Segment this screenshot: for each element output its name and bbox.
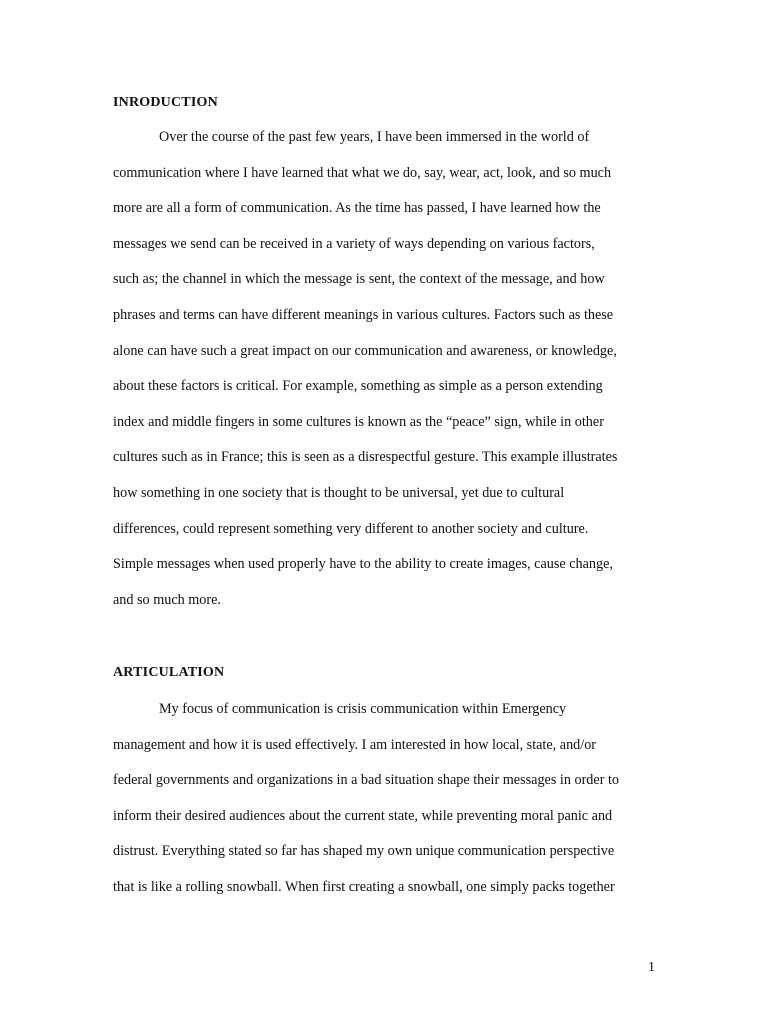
text-line: management and how it is used effectively. I am interested in how local, state, and/or [113, 736, 597, 753]
text-line: distrust. Everything stated so far has shaped my own unique communication perspective [113, 843, 615, 860]
text-line: about these factors is critical. For example, something as simple as a person extending [113, 378, 603, 395]
paragraph-articulation [113, 702, 673, 916]
text-line: how something in one society that is thought to be universal, yet due to cultural [113, 484, 565, 501]
text-line: and so much more. [113, 591, 221, 608]
text-line: communication where I have learned that what we do, say, wear, act, look, and so much [113, 164, 612, 181]
text-line: index and middle fingers in some cultures is known as the “peace” sign, while in other [113, 413, 604, 430]
text-line: that is like a rolling snowball. When first creating a snowball, one simply packs together [113, 878, 615, 895]
text-line: more are all a form of communication. As the time has passed, I have learned how the [113, 200, 601, 217]
text-line: messages we send can be received in a variety of ways depending on various factors, [113, 235, 595, 252]
text-line: inform their desired audiences about the current state, while preventing moral panic and [113, 807, 613, 824]
text-line: My focus of communication is crisis communication within Emergency [159, 701, 567, 717]
text-line: cultures such as in France; this is seen as a disrespectful gesture. This example illustrates [113, 449, 618, 466]
page-number: 1 [648, 960, 655, 975]
heading-articulation: ARTICULATION [113, 665, 225, 680]
text-line: phrases and terms can have different meanings in various cultures. Factors such as these [113, 306, 614, 323]
text-line: Over the course of the past few years, I have been immersed in the world of [159, 129, 590, 145]
paragraph-introduction [113, 130, 673, 628]
text-line: such as; the channel in which the message is sent, the context of the message, and how [113, 271, 605, 288]
text-line: alone can have such a great impact on our communication and awareness, or knowledge, [113, 342, 617, 359]
heading-introduction: INRODUCTION [113, 95, 218, 110]
text-line: Simple messages when used properly have to the ability to create images, cause change, [113, 556, 613, 573]
text-line: federal governments and organizations in a bad situation shape their messages in order to [113, 772, 620, 789]
text-line: differences, could represent something very different to another society and culture. [113, 520, 589, 537]
